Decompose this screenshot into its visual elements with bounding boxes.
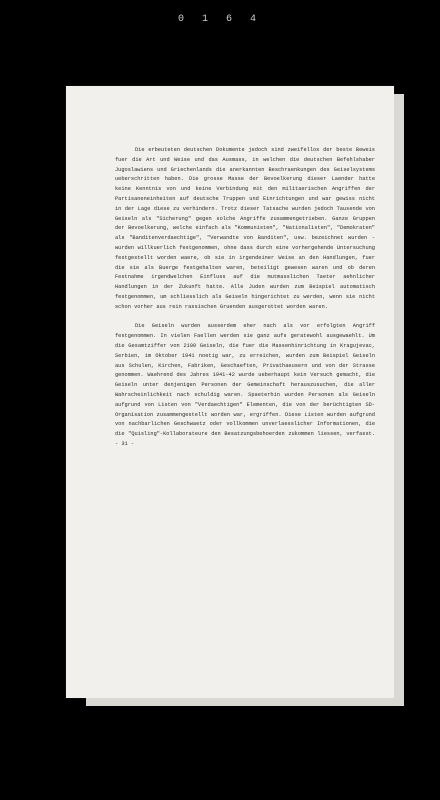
paragraph-2: Die Geiseln wurden ausserdem eher nach als vor erfolgten Angriff festgenommen. In vielen Faellen werden sie ganz aufs geratewohl ausgewaehlt. Um die Gesamtziffer von 2100 Geiseln, die fuer die Massenhinrichtung in Kragujevac, Serbien, im Oktober 1941 noetig war, zu erreichen, wurden zum Beispiel Geiseln aus Schulen, Kirchen, Fabriken, Geschaeften, Privathaeusern und von der Strasse genommen. Waehrend des Jahres 1941-42 wurde ueberhaupt kein Versuch gemacht, die Geiseln unter denjenigen Personen der Gemeinschaft herauszusuchen, die aller Wahrscheinlichkeit nach schuldig waren. Spaeterhin wurden Personen als Geiseln aufgrund von Listen von "Verdaechtigen" Elementen, die von der berüchtigten SD-Organisation zusammengestellt worden war, ergriffen. Diese Listen wurden aufgrund von nachbarlichen Geschwaetz oder vollkommen unverlaesslicher Informationen, die die "Quisling"-Kollaborateure den Besatzungsbehoerden zukommen liessen, verfasst. - 31 - [115,323,375,447]
document-page [66,86,394,698]
page-stamp: 0 1 6 4 [177,14,262,25]
paragraph-1: Die erbeuteten deutschen Dokumente jedoch sind zweifellos der beste Beweis fuer die Art und Weise und das Ausmass, in welchen die deutschen Befehlshaber Jugoslawiens und Griechenlands die anerkannten Beschraenkungen des Geiselsystems ueberschritten haben. Die grosse Masse der Bevoelkerung dieser Laender hatte keine Kenntnis von und keine Verbindung mit den militaerischen Angriffen der Partisaneneinheiten auf deutsche Truppen und Einrichtungen und war gewiss nicht in der Lage diese zu verhindern. Trotz dieser Tatsache wurden jedoch Tausende von Geiseln als "Sicherung" gegen solche Angriffe zusammengetrieben. Ganze Gruppen der Bevoelkerung, welche einfach als "Kommunisten", "Nationalisten", "Demokraten" als "Banditenverdaechtige", "Verwandte von Banditen", usw. bezeichnet wurden - wurden willkuerlich festgenommen, ohne dass durch eine vorhergehende Untersuchung festgestellt worden waere, ob sie in irgendeiner Weise an den Handlungen, fuer die sie als Buerge festgehalten waren, beteiligt gewesen waren und ob deren Festnahme irgendwelchen Einfluss auf die mutmasslichen Taeter aehnlicher Handlungen in der Zukunft hatte. Alle Juden wurden zum Beispiel automatisch festgenommen, um schliesslich als Geiseln hingerichtet zu werden, wenn sie nicht schon vorher aus rein rassischen Gruenden ausgerottet worden waren. [115,147,375,310]
document-body [115,146,375,450]
